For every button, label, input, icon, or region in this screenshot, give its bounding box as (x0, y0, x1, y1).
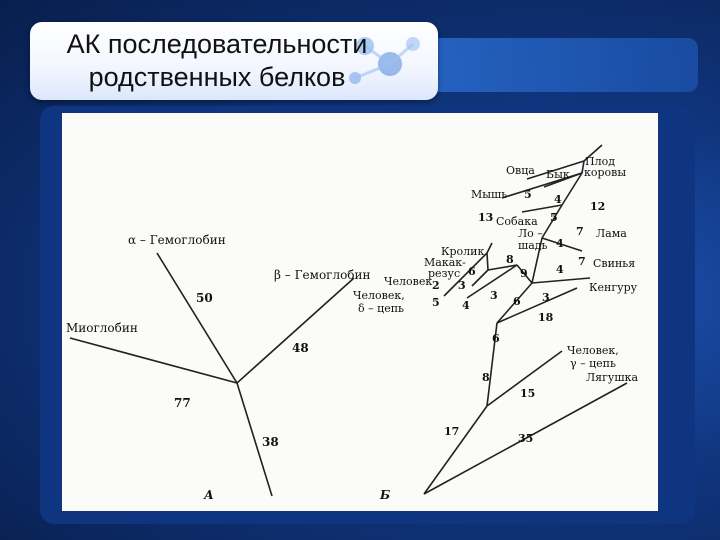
label-beta-hemoglobin: β – Гемоглобин (274, 268, 371, 282)
label-plod-2: коровы (584, 166, 627, 179)
branch-number-b-22: 8 (482, 371, 490, 384)
branch-number-b-25: 35 (518, 432, 534, 445)
label-kenguru: Кенгуру (589, 281, 638, 294)
branch-number-b-23: 15 (520, 387, 536, 400)
branch-number-b-8: 7 (578, 255, 586, 268)
slide-title (42, 28, 392, 94)
label-chelovek-gamma-1: Человек, (567, 344, 619, 357)
panel-letter-a: А (204, 488, 214, 502)
panel-letter-b: Б (380, 488, 391, 502)
branch-number-b-15: 5 (432, 296, 440, 309)
label-lyagushka: Лягушка (586, 371, 639, 384)
branch-number-b-11: 2 (432, 279, 440, 292)
branch-number-b-21: 6 (492, 332, 500, 345)
label-lama: Лама (596, 227, 627, 240)
branch-number-b-19: 3 (542, 291, 550, 304)
label-svinya: Свинья (593, 257, 636, 270)
branch-number-b-4: 13 (478, 211, 494, 224)
label-byk: Бык (546, 168, 570, 181)
branch-number-a-4: 38 (262, 435, 279, 449)
branch-number-b-10: 6 (468, 265, 476, 278)
branch-number-b-1: 5 (524, 188, 532, 201)
label-chelovek: Человек (384, 275, 433, 288)
branch-number-b-17: 3 (490, 289, 498, 302)
branch-number-a-2: 48 (292, 341, 309, 355)
label-loshad-2: шадь (518, 239, 548, 252)
label-makak-1: Макак- (424, 256, 466, 269)
label-plod-1: Плод (585, 155, 615, 168)
branch-number-b-9: 4 (556, 263, 564, 276)
branch-number-b-14: 9 (520, 267, 528, 280)
label-mysh: Мышь (471, 188, 508, 201)
label-makak-2: резус (428, 267, 461, 280)
branch-number-b-24: 17 (444, 425, 460, 438)
branch-number-b-5: 5 (550, 211, 558, 224)
branch-number-b-20: 18 (538, 311, 554, 324)
branch-number-b-2: 4 (554, 193, 562, 206)
label-ovtsa: Овца (506, 164, 535, 177)
branch-number-b-16: 4 (462, 299, 470, 312)
branch-number-b-13: 8 (506, 253, 514, 266)
branch-number-b-18: 6 (513, 295, 521, 308)
tree-a (66, 233, 371, 502)
slide-title-line-1: АК последовательности (66, 29, 368, 59)
branch-number-b-3: 12 (590, 200, 606, 213)
phylogenetic-figure (62, 113, 658, 511)
label-sobaka: Собака (496, 215, 538, 228)
label-loshad-1: Ло – (518, 227, 543, 240)
label-chelovek-delta-2: δ – цепь (358, 302, 405, 315)
label-krolik: Кролик (441, 245, 485, 258)
label-myoglobin: Миоглобин (66, 321, 138, 335)
branch-number-b-7: 4 (556, 237, 564, 250)
phylogenetic-trees (62, 113, 658, 511)
label-chelovek-delta-1: Человек, (353, 289, 405, 302)
branch-number-a-3: 77 (174, 396, 191, 410)
slide-title-line-2: родственных белков (88, 62, 346, 92)
label-alpha-hemoglobin: α – Гемоглобин (128, 233, 226, 247)
branch-number-b-6: 7 (576, 225, 584, 238)
tree-a-branches (70, 253, 354, 496)
branch-number-a-1: 50 (196, 291, 213, 305)
branch-number-b-12: 3 (458, 279, 466, 292)
label-chelovek-gamma-2: γ – цепь (570, 357, 616, 370)
